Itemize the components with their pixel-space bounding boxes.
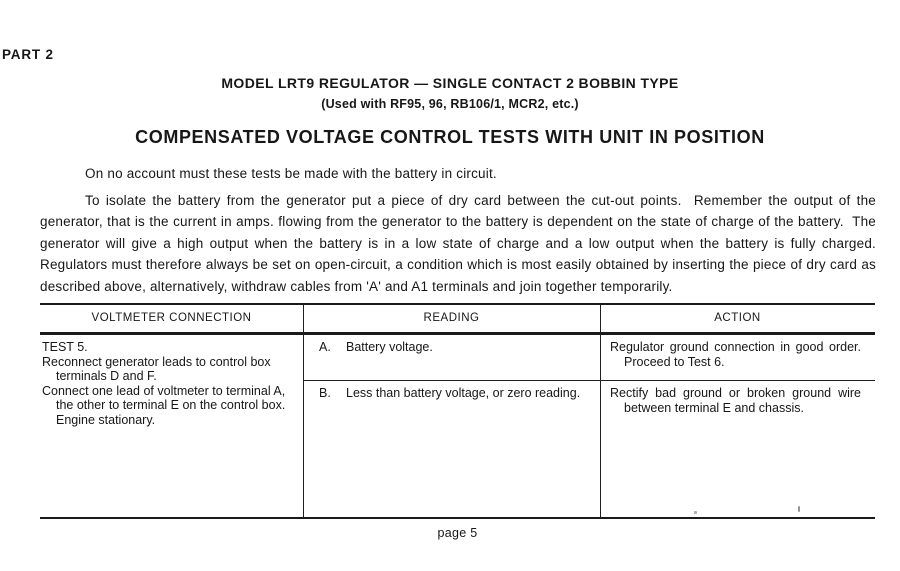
connection-instruction-2: Connect one lead of voltmeter to terminal A, the other to terminal E on the control box. Engine stationary. [42, 383, 293, 427]
section-heading: COMPENSATED VOLTAGE CONTROL TESTS WITH UNIT IN POSITION [135, 127, 765, 147]
part-label: PART 2 [2, 47, 54, 62]
notice-paragraph: On no account must these tests be made with the battery in circuit. [85, 166, 497, 181]
header-cell-voltmeter-connection: VOLTMETER CONNECTION [91, 312, 252, 325]
header-cell-reading: READING [423, 312, 480, 325]
scan-speck [694, 511, 697, 514]
action-cell-a [600, 335, 875, 380]
document-subtitle: (Used with RF95, 96, RB106/1, MCR2, etc.) [321, 97, 579, 111]
connection-instruction-1: Reconnect generator leads to control box terminals D and F. [42, 354, 275, 383]
reading-action-rows [303, 335, 875, 515]
document-title: MODEL LRT9 REGULATOR — SINGLE CONTACT 2 BOBBIN TYPE [221, 75, 679, 91]
reading-cell-b [303, 381, 600, 515]
action-cell-b [600, 381, 875, 515]
table-body [40, 335, 875, 515]
voltmeter-connection-cell [40, 335, 303, 515]
page-number: page 5 [437, 526, 478, 540]
table-header-row [40, 305, 875, 335]
reading-label-a: A. [319, 340, 331, 354]
header-cell-action: ACTION [714, 312, 761, 325]
test-table [40, 303, 875, 519]
action-text-a: Regulator ground connection in good order. Proceed to Test 6. [610, 340, 868, 369]
reading-cell-a [303, 335, 600, 380]
table-column-divider-1 [303, 305, 304, 517]
table-row-b [303, 380, 875, 515]
reading-label-b: B. [319, 386, 331, 400]
body-paragraph: To isolate the battery from the generator put a piece of dry card between the cut-out points. Remember the output of the generator, that is the current in amps. flowing from the generator to the battery is dependent on the state of charge of the battery. The generator will give a high output when the battery is in a low state of charge and a low output when the battery is fully charged. Regulators must therefore always be set on open-circuit, a condition which is most easily obtained by inserting the piece of dry card as described above, alternatively, withdraw cables from 'A' and A1 terminals and join together temporarily. [40, 192, 884, 294]
scan-speck [798, 506, 800, 512]
test-title: TEST 5. [42, 340, 88, 354]
action-text-b: Rectify bad ground or broken ground wire between terminal E and chassis. [610, 386, 865, 415]
reading-text-a: Battery voltage. [346, 340, 433, 354]
reading-text-b: Less than battery voltage, or zero reading. [346, 386, 581, 400]
table-row-a [303, 335, 875, 380]
table-column-divider-2 [600, 305, 601, 517]
